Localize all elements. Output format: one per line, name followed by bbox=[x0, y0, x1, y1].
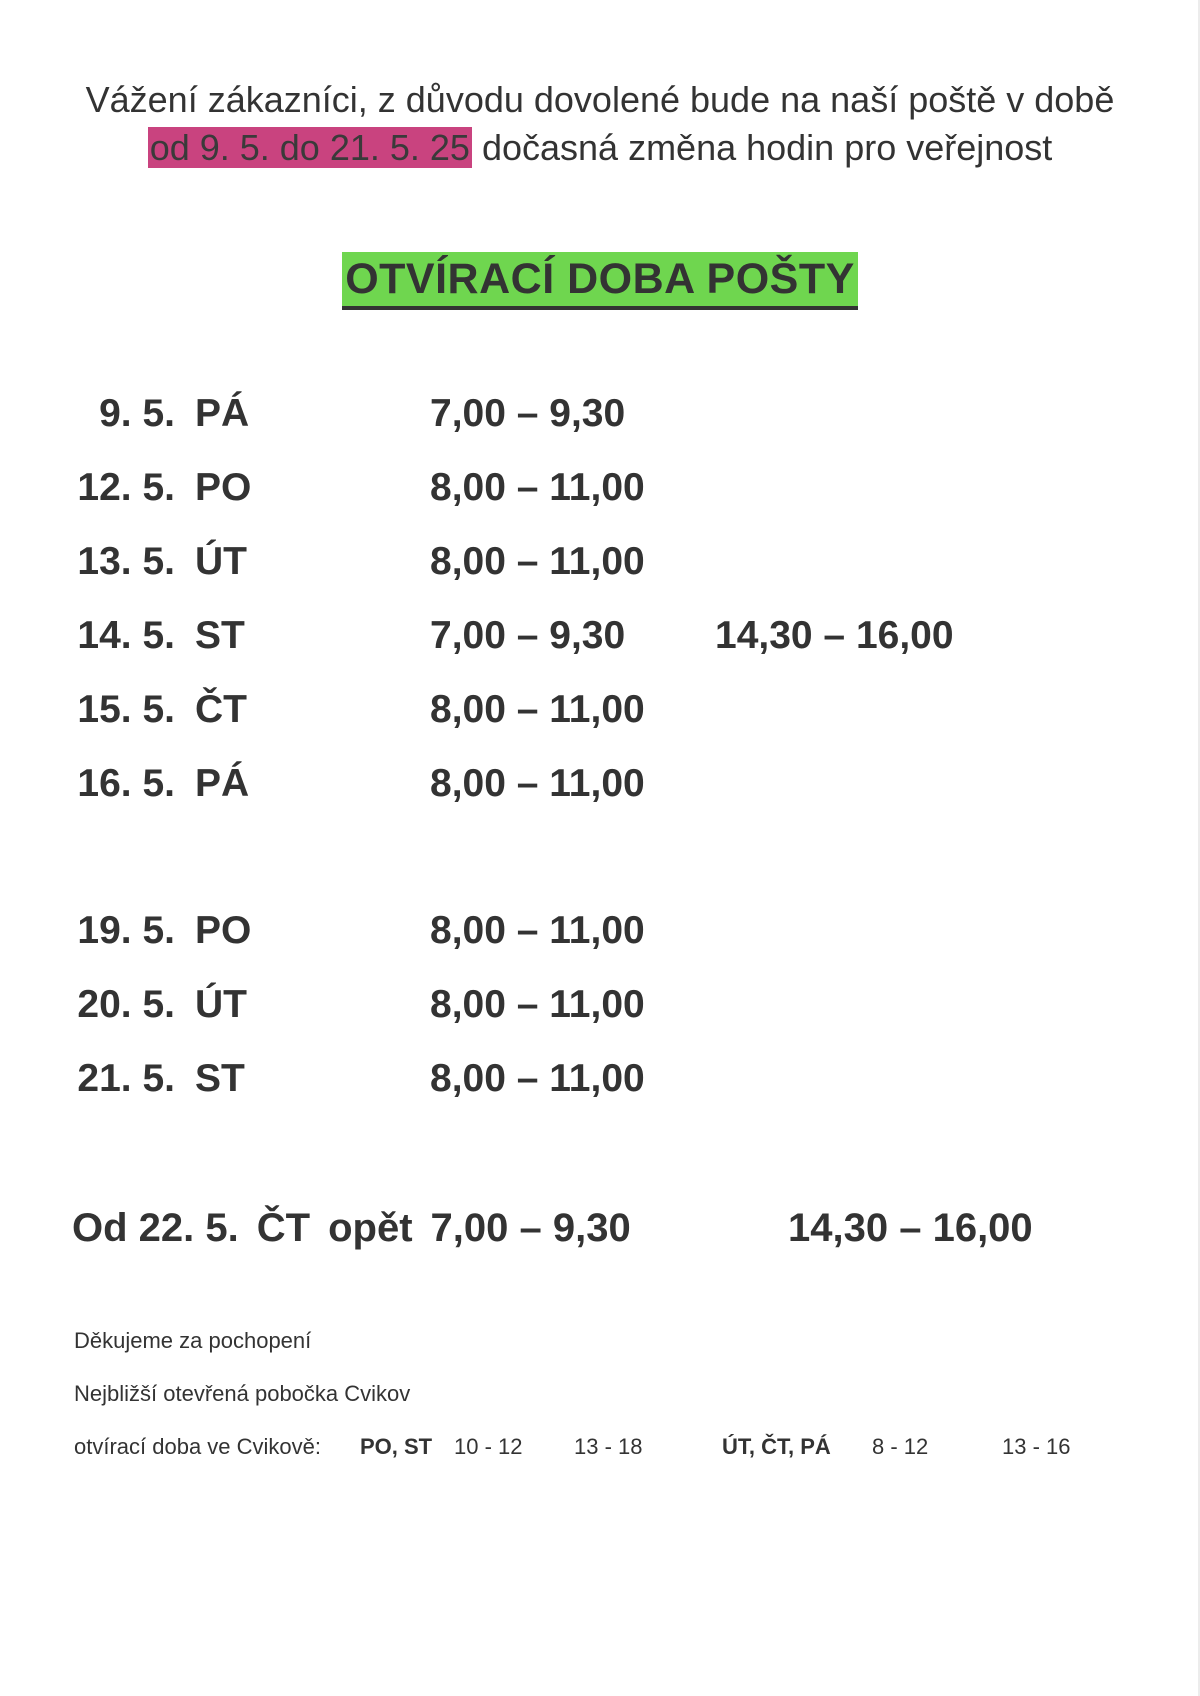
group-1-days: PO, ST bbox=[360, 1434, 433, 1459]
row-time-1: 7,00 – 9,30 bbox=[430, 614, 626, 657]
resume-time-1: 7,00 – 9,30 bbox=[430, 1206, 631, 1250]
row-time-1: 8,00 – 11,00 bbox=[430, 466, 645, 509]
intro-line-2-text: dočasná změna hodin pro veřejnost bbox=[471, 127, 1053, 168]
row-date: 13. 5. bbox=[77, 540, 175, 583]
group-2-time-1: 8 - 12 bbox=[872, 1434, 929, 1459]
row-date: 9. 5. bbox=[99, 392, 175, 435]
resume-hours bbox=[72, 1198, 1033, 1258]
intro-line-1: Vážení zákazníci, z důvodu dovolené bude na naší poště v době bbox=[85, 79, 1115, 120]
row-time-1: 8,00 – 11,00 bbox=[430, 909, 645, 952]
row-time-1: 8,00 – 11,00 bbox=[430, 1057, 645, 1100]
row-date: 12. 5. bbox=[77, 466, 175, 509]
row-day: PO bbox=[195, 909, 252, 952]
resume-word: opět bbox=[328, 1206, 413, 1250]
row-date: 19. 5. bbox=[77, 909, 175, 952]
row-day: ST bbox=[195, 1057, 245, 1100]
row-time-1: 8,00 – 11,00 bbox=[430, 983, 645, 1026]
group-2-days: ÚT, ČT, PÁ bbox=[722, 1434, 831, 1459]
thanks-note: Děkujeme za pochopení bbox=[74, 1328, 312, 1353]
row-day: PÁ bbox=[195, 392, 250, 435]
resume-time-2: 14,30 – 16,00 bbox=[788, 1206, 1033, 1250]
row-time-2: 14,30 – 16,00 bbox=[715, 614, 954, 657]
row-day: PÁ bbox=[195, 762, 250, 805]
row-time-1: 8,00 – 11,00 bbox=[430, 688, 645, 731]
row-day: ÚT bbox=[195, 540, 247, 583]
row-time-1: 8,00 – 11,00 bbox=[430, 540, 645, 583]
nearest-branch-note: Nejbližší otevřená pobočka Cvikov bbox=[74, 1381, 411, 1406]
row-date: 15. 5. bbox=[77, 688, 175, 731]
row-date: 20. 5. bbox=[77, 983, 175, 1026]
row-day: ČT bbox=[195, 688, 247, 731]
group-2-time-2: 13 - 16 bbox=[1002, 1434, 1071, 1459]
row-date: 14. 5. bbox=[77, 614, 175, 657]
intro-line-2 bbox=[0, 124, 1200, 172]
group-1-time-1: 10 - 12 bbox=[454, 1434, 523, 1459]
resume-day: ČT bbox=[256, 1206, 311, 1250]
row-day: ST bbox=[195, 614, 245, 657]
group-1-time-2: 13 - 18 bbox=[574, 1434, 643, 1459]
row-date: 21. 5. bbox=[77, 1057, 175, 1100]
row-day: ÚT bbox=[195, 983, 247, 1026]
date-range-highlight: od 9. 5. do 21. 5. 25 bbox=[149, 127, 470, 168]
row-date: 16. 5. bbox=[77, 762, 175, 805]
title-wrap bbox=[0, 252, 1200, 310]
row-time-1: 8,00 – 11,00 bbox=[430, 762, 645, 805]
row-day: PO bbox=[195, 466, 252, 509]
branch-hours bbox=[74, 1432, 1174, 1462]
branch-hours-label: otvírací doba ve Cvikově: bbox=[74, 1434, 322, 1459]
row-time-1: 7,00 – 9,30 bbox=[430, 392, 626, 435]
page-title: OTVÍRACÍ DOBA POŠTY bbox=[342, 252, 858, 310]
resume-prefix: Od 22. 5. bbox=[72, 1206, 239, 1250]
